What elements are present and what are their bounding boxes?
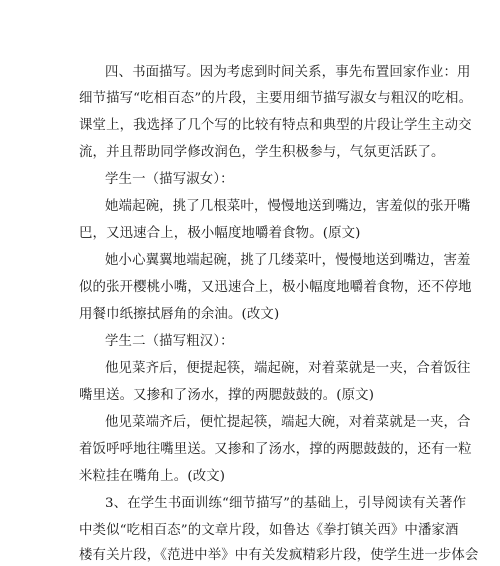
paragraph-1-line-4: 流，并且帮助同学修改润色，学生积极参与，气氛更活跃了。 [79, 145, 445, 160]
paragraph-1-line-1: 四、书面描写。因为考虑到时间关系，事先布置回家作业：用 [105, 65, 471, 80]
student-one-revised-line-2: 似的张开樱桃小嘴，又迅速合上，极小幅度地嚼着食物，还不停地 [79, 280, 472, 295]
student-one-heading: 学生一（描写淑女）： [105, 172, 234, 187]
student-one-original-line-2: 巴，又迅速合上，极小幅度地嚼着食物。(原文) [79, 226, 361, 241]
paragraph-3-line-1: 3、在学生书面训练“细节描写”的基础上，引导阅读有关著作 [105, 496, 467, 511]
student-two-heading: 学生二（描写粗汉）： [105, 334, 234, 349]
student-two-revised-line-3: 米粒挂在嘴角上。(改文) [79, 469, 226, 484]
student-two-revised-line-1: 他见菜端齐后，便忙提起筷，端起大碗，对着菜就是一夹，合 [105, 415, 471, 430]
paragraph-3-line-2: 中类似“吃相百态”的文章片段，如鲁达《拳打镇关西》中潘家酒 [79, 523, 459, 538]
paragraph-1-line-2: 细节描写“吃相百态”的片段，主要用细节描写淑女与粗汉的吃相。 [79, 91, 473, 106]
student-two-original-line-2: 嘴里送。又掺和了汤水，撑的两腮鼓鼓的。(原文) [79, 388, 375, 403]
student-two-revised-line-2: 着饭呼呼地往嘴里送。又掺和了汤水，撑的两腮鼓鼓的，还有一粒 [79, 442, 472, 457]
paragraph-3-line-3: 楼有关片段，《范进中举》中有关发疯精彩片段，使学生进一步体会 [79, 548, 479, 563]
student-one-revised-line-3: 用餐巾纸擦拭唇角的余油。(改文) [79, 307, 280, 322]
student-one-original-line-1: 她端起碗，挑了几根菜叶，慢慢地送到嘴边，害羞似的张开嘴 [105, 199, 471, 214]
paragraph-1-line-3: 课堂上，我选择了几个写的比较有特点和典型的片段让学生主动交 [79, 118, 472, 133]
student-two-original-line-1: 他见菜齐后，便提起筷，端起碗，对着菜就是一夹，合着饭往 [105, 361, 471, 376]
student-one-revised-line-1: 她小心翼翼地端起碗，挑了几缕菜叶，慢慢地送到嘴边，害羞 [105, 253, 471, 268]
